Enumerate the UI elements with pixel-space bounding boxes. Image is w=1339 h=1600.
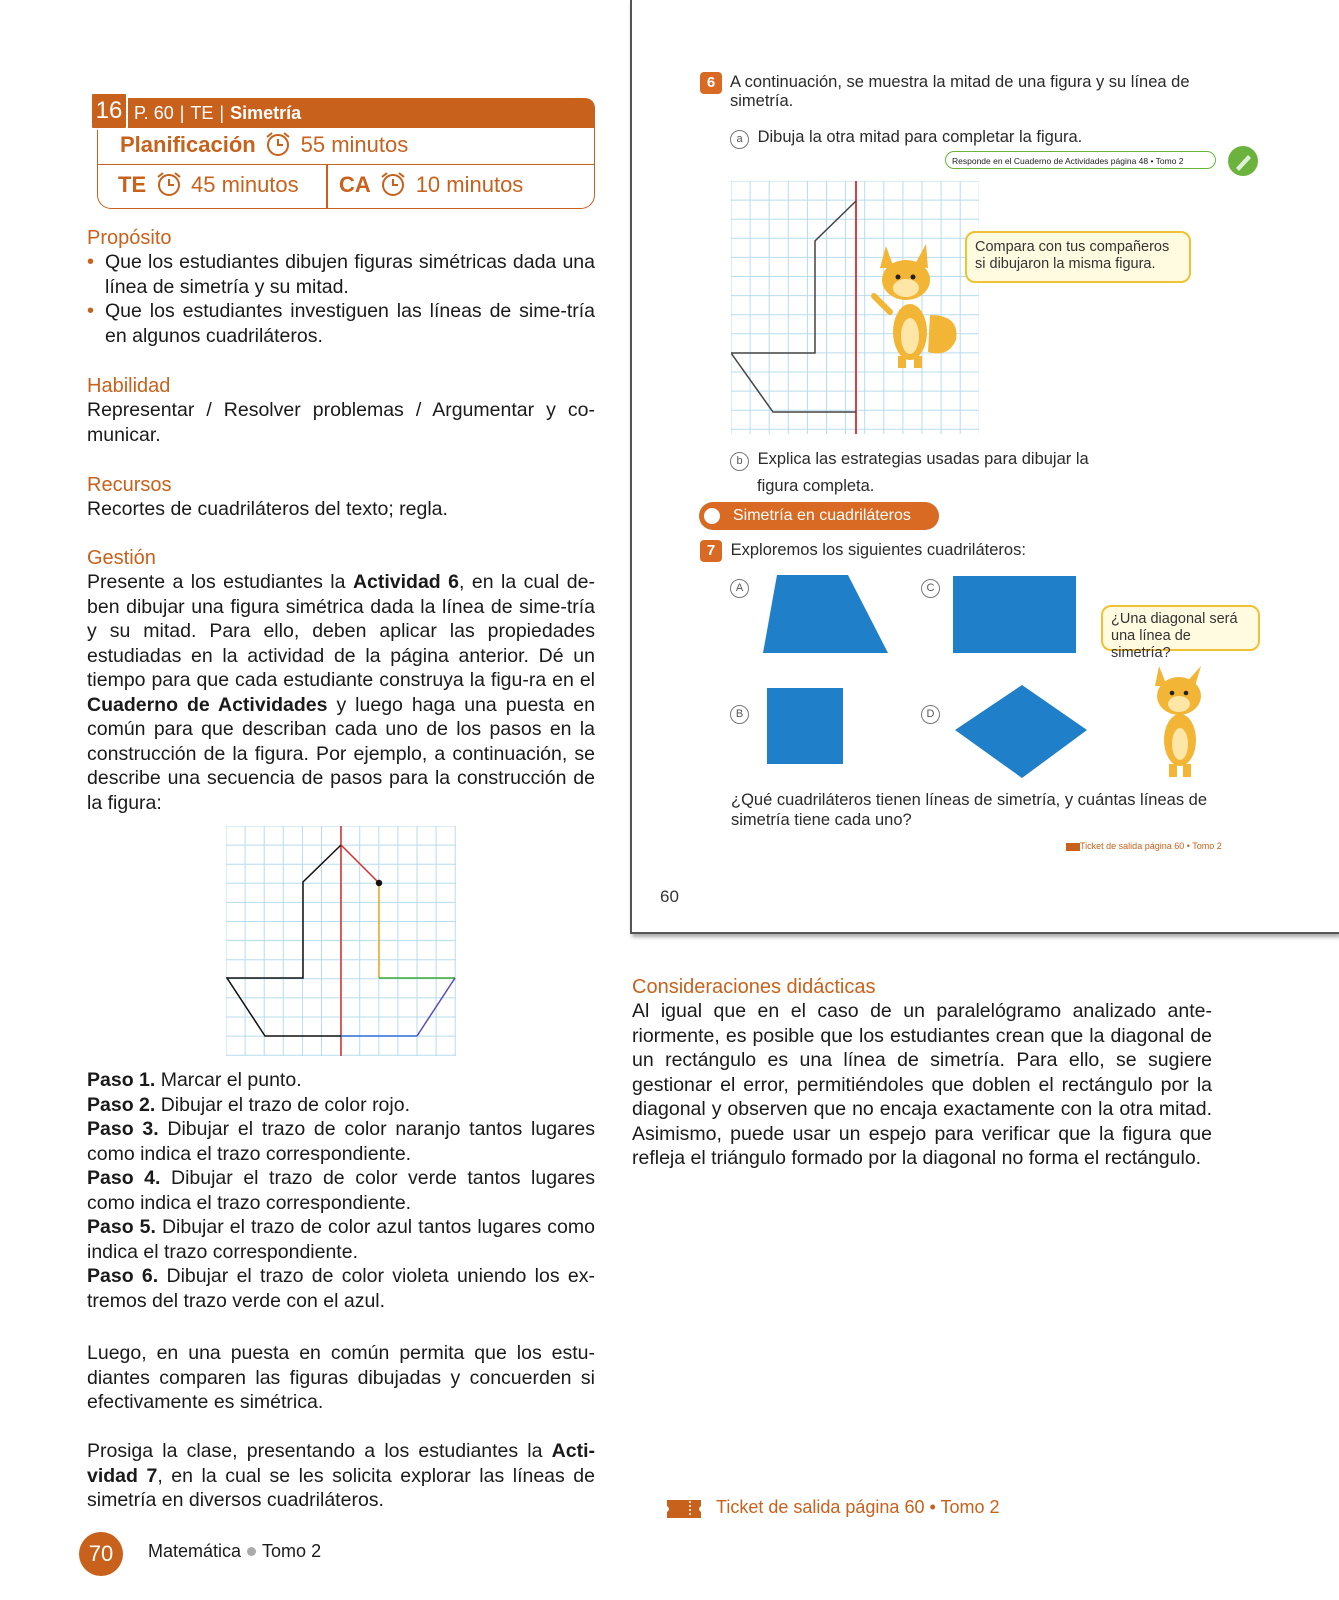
section-pill: Simetría en cuadriláteros [699,502,939,530]
rhombus-shape [955,685,1087,778]
ca-time: 10 minutos [415,172,524,197]
step-item: Paso 6. Dibujar el trazo de color violeta uniendo los ex-tremos del trazo verde con el azul. [87,1265,595,1312]
list-item: • Que los estudiantes investiguen las líneas de sime-tría en algunos cuadriláteros. [87,299,595,348]
planning-label: Planificación [120,132,256,157]
ca-time-cell [339,171,523,198]
item-a [730,128,1082,149]
activity-text: Exploremos los siguientes cuadriláteros: [730,541,1026,559]
question-text: ¿Qué cuadriláteros tienen líneas de simetría, y cuántas líneas de simetría tiene cada uno? [731,791,1208,829]
closing-paragraph-1: Luego, en una puesta en común permita que los estu-diantes comparen las figuras dibujadas y concuerden si efectivamente es simétrica. [87,1342,595,1413]
section-title: Gestión [87,547,156,569]
speech-bubble: ¿Una diagonal será una línea de simetría? [1101,605,1260,651]
activity-number: 7 [700,540,722,562]
habilidad-section [87,375,595,447]
item-text: Dibuja la otra mitad para completar la figura. [757,128,1083,146]
fox-character [1145,660,1215,780]
consideraciones-section [632,976,1212,1171]
gestion-section [87,547,595,815]
start-point [376,880,382,886]
consideraciones-text: Al igual que en el caso de un paralelógramo analizado ante-riormente, es posible que los estudiantes crean que la diagonal de un rectángulo es una línea de simetría. Para ello, se sugiere gestionar el error, permitiéndoles que doblen el rectángulo por la diagonal y observen que no encaja exactamente con la otra mitad. Asimismo, puede usar un espejo para verificar que la figura que refleja el triángulo formado por la diagonal no forma el rectángulo. [632,1000,1212,1169]
pencil-icon [1228,146,1258,176]
alarm-clock-icon [155,171,183,197]
te-time: 45 minutos [191,172,299,197]
footer-book-info: Matemática Tomo 2 [148,1541,322,1561]
ticket-icon [667,1500,701,1518]
textbook-page-number: 60 [660,887,679,906]
fox-character [868,240,963,370]
shape-label-b: B [730,704,749,724]
activity-text: A continuación, se muestra la mitad de una figura y su línea de simetría. [730,73,1190,110]
alarm-clock-icon [379,171,407,197]
section-title: Consideraciones didácticas [632,976,876,998]
shape-label-a: A [730,578,749,598]
step-item: Paso 4. Dibujar el trazo de color verde tantos lugares como indica el trazo correspondiente. [87,1167,595,1214]
section-title: Propósito [87,227,172,249]
square-shape [767,688,843,764]
lesson-number: 16 [90,92,128,130]
section-title: Habilidad [87,375,171,397]
divider [326,165,328,208]
shape-label-c: C [921,578,940,598]
step-item: Paso 2. Dibujar el trazo de color rojo. [87,1093,410,1116]
activity-6 [700,72,1200,110]
te-time-cell [118,171,299,198]
te-ref: TE [190,103,214,123]
planning-time: 55 minutos [300,132,409,157]
ticket-reference: Ticket de salida página 60 • Tomo 2 [716,1497,1000,1517]
bullet-dot-icon [701,505,723,527]
step-item: Paso 1. Marcar el punto. [87,1069,302,1091]
item-text: figura completa. [757,477,875,495]
ticket-icon [1066,843,1080,851]
activity-number: 6 [700,72,722,94]
section-title: Recursos [87,474,172,496]
lesson-header-bar: P. 60 | TE | Simetría [126,98,595,128]
te-label: TE [118,172,147,197]
list-item: • Que los estudiantes dibujen figuras simétricas dada una línea de simetría y su mitad. [87,250,595,299]
planning-row [98,128,594,165]
item-b [730,446,1150,500]
item-letter: b [730,452,749,471]
item-letter: a [730,130,749,149]
closing-paragraph-2: Prosiga la clase, presentando a los estudiantes la Acti-vidad 7, en la cual se les solicita explorar las líneas de simetría en diversos cuadriláteros. [87,1440,595,1511]
steps-list [87,1068,595,1313]
trapezoid-shape [763,575,888,653]
step-item: Paso 5. Dibujar el trazo de color azul tantos lugares como indica el trazo correspondiente. [87,1216,595,1263]
page-ref: P. 60 [134,103,174,123]
proposito-section [87,227,595,348]
step-item: Paso 3. Dibujar el trazo de color naranjo tantos lugares como indica el trazo correspondiente. [87,1118,595,1165]
recursos-text: Recortes de cuadriláteros del texto; regla. [87,498,448,520]
recursos-section [87,474,595,522]
rectangle-shape [953,576,1076,653]
habilidad-text: Representar / Resolver problemas / Argumentar y co-municar. [87,399,595,446]
activity-7 [700,540,1026,562]
gestion-paragraph: Presente a los estudiantes la Actividad 6, en la cual de-ben dibujar una figura simétrica dada la línea de sime-tría y su mitad. Para ello, deben aplicar las propiedades estudiadas en la actividad de la página anterior. Dé un tiempo para que cada estudiante construya la figu-ra en el Cuaderno de Actividades y luego haga una puesta en común para que describan cada uno de los pasos en la construcción de la figura. Por ejemplo, a continuación, se describe una secuencia de pasos para la construcción de la figura: [87,571,595,814]
page-number: 70 [79,1532,123,1576]
ticket-reference-small: Ticket de salida página 60 • Tomo 2 [1080,841,1222,851]
lesson-topic: Simetría [230,103,302,123]
workbook-reference-tag: Responde en el Cuaderno de Actividades página 48 • Tomo 2 [945,151,1216,169]
item-text: Explica las estrategias usadas para dibujar la [757,450,1089,468]
symmetry-construction-figure [226,826,456,1056]
alarm-clock-icon [264,131,292,157]
speech-bubble: Compara con tus compañeros si dibujaron la misma figura. [965,231,1191,283]
shape-label-d: D [921,704,940,724]
ca-label: CA [339,172,371,197]
